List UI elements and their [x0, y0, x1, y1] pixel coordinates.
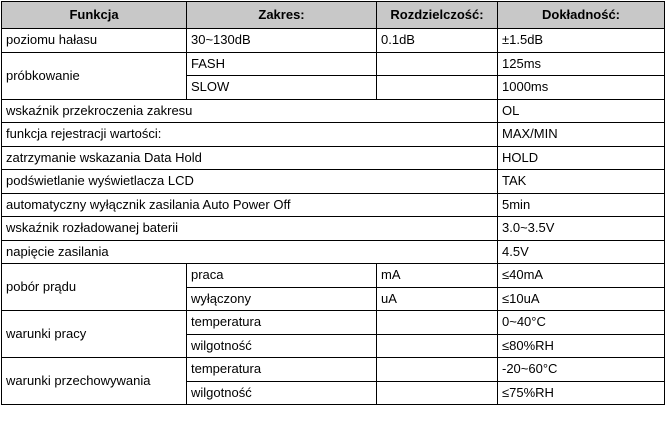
cell-resolution: uA: [377, 287, 498, 311]
cell-accuracy: MAX/MIN: [498, 123, 665, 147]
cell-function: poziomu hałasu: [2, 29, 187, 53]
cell-accuracy: TAK: [498, 170, 665, 194]
table-row: [2, 217, 665, 241]
cell-accuracy: ≤10uA: [498, 287, 665, 311]
cell-accuracy: 3.0~3.5V: [498, 217, 665, 241]
header-funkcja: Funkcja: [2, 2, 187, 29]
cell-resolution: mA: [377, 264, 498, 288]
cell-accuracy: 0~40°C: [498, 311, 665, 335]
cell-accuracy: ±1.5dB: [498, 29, 665, 53]
cell-accuracy: ≤80%RH: [498, 334, 665, 358]
table-row: [2, 170, 665, 194]
cell-function: pobór prądu: [2, 264, 187, 311]
cell-function: wskaźnik rozładowanej baterii: [2, 217, 498, 241]
cell-accuracy: 125ms: [498, 52, 665, 76]
cell-accuracy: ≤75%RH: [498, 381, 665, 405]
specifications-table: [1, 1, 665, 405]
table-row: [2, 52, 665, 76]
cell-function: napięcie zasilania: [2, 240, 498, 264]
cell-resolution: [377, 358, 498, 382]
cell-range: wilgotność: [187, 334, 377, 358]
cell-resolution: [377, 52, 498, 76]
header-zakres: Zakres:: [187, 2, 377, 29]
cell-range: wyłączony: [187, 287, 377, 311]
cell-function: warunki przechowywania: [2, 358, 187, 405]
cell-function: próbkowanie: [2, 52, 187, 99]
cell-function: funkcja rejestracji wartości:: [2, 123, 498, 147]
cell-resolution: [377, 311, 498, 335]
cell-resolution: 0.1dB: [377, 29, 498, 53]
table-row: [2, 193, 665, 217]
cell-range: wilgotność: [187, 381, 377, 405]
header-rozdzielczosc: Rozdzielczość:: [377, 2, 498, 29]
cell-resolution: [377, 334, 498, 358]
table-row: [2, 29, 665, 53]
table-row: [2, 123, 665, 147]
table-row: [2, 264, 665, 288]
cell-accuracy: ≤40mA: [498, 264, 665, 288]
cell-range: SLOW: [187, 76, 377, 100]
cell-function: zatrzymanie wskazania Data Hold: [2, 146, 498, 170]
cell-accuracy: OL: [498, 99, 665, 123]
cell-function: podświetlanie wyświetlacza LCD: [2, 170, 498, 194]
cell-function: warunki pracy: [2, 311, 187, 358]
cell-range: temperatura: [187, 311, 377, 335]
cell-resolution: [377, 76, 498, 100]
table-row: [2, 311, 665, 335]
cell-accuracy: 5min: [498, 193, 665, 217]
table-row: [2, 240, 665, 264]
cell-resolution: [377, 381, 498, 405]
cell-range: praca: [187, 264, 377, 288]
cell-range: 30~130dB: [187, 29, 377, 53]
cell-accuracy: -20~60°C: [498, 358, 665, 382]
cell-range: FASH: [187, 52, 377, 76]
header-dokladnosc: Dokładność:: [498, 2, 665, 29]
cell-function: wskaźnik przekroczenia zakresu: [2, 99, 498, 123]
cell-accuracy: HOLD: [498, 146, 665, 170]
cell-range: temperatura: [187, 358, 377, 382]
table-row: [2, 146, 665, 170]
table-row: [2, 99, 665, 123]
header-row: [2, 2, 665, 29]
table-row: [2, 358, 665, 382]
cell-function: automatyczny wyłącznik zasilania Auto Power Off: [2, 193, 498, 217]
cell-accuracy: 1000ms: [498, 76, 665, 100]
cell-accuracy: 4.5V: [498, 240, 665, 264]
